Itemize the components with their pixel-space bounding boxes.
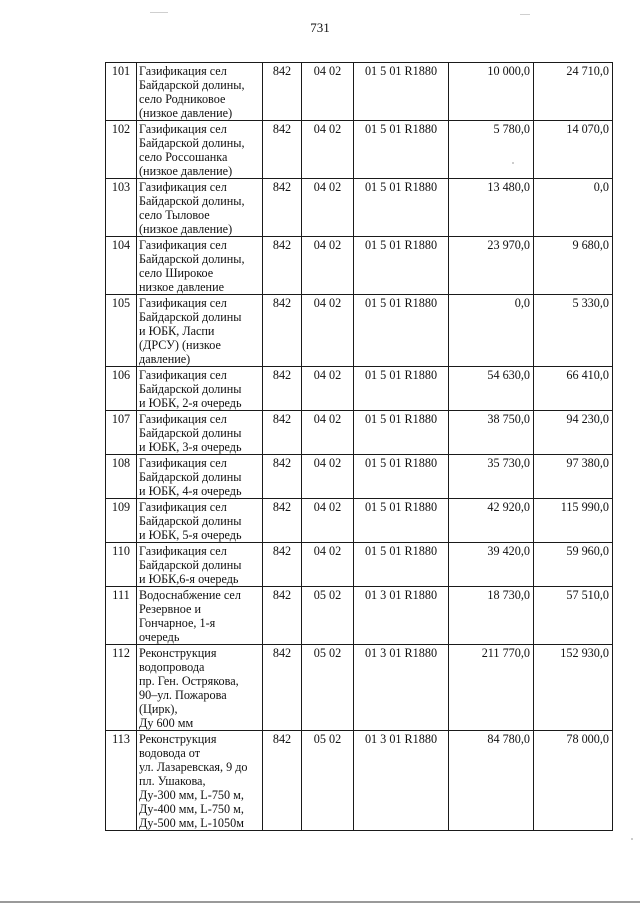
object-name-line: Байдарской долины, xyxy=(139,136,245,150)
object-name-line: Байдарской долины xyxy=(139,470,242,484)
object-name-cell xyxy=(137,645,263,731)
object-name-line: Резервное и xyxy=(139,602,201,616)
row-number-cell: 106 xyxy=(106,367,137,411)
section-code-cell: 04 02 xyxy=(302,295,354,367)
target-article-cell: 01 3 01 R1880 xyxy=(354,731,449,831)
object-name-cell xyxy=(137,499,263,543)
object-name-line: водовода от xyxy=(139,746,201,760)
section-code-cell: 04 02 xyxy=(302,121,354,179)
object-name-line: Газификация сел xyxy=(139,456,227,470)
object-name-line: (низкое давление) xyxy=(139,106,233,120)
object-name-line: и ЮБК, 3-я очередь xyxy=(139,440,242,454)
object-name-line: Газификация сел xyxy=(139,238,227,252)
object-name-line: Байдарской долины xyxy=(139,426,242,440)
amount-first-cell: 23 970,0 xyxy=(449,237,534,295)
object-name-cell xyxy=(137,179,263,237)
target-article-cell: 01 5 01 R1880 xyxy=(354,237,449,295)
ministry-code-cell: 842 xyxy=(263,121,302,179)
object-name-line: и ЮБК, 4-я очередь xyxy=(139,484,242,498)
object-name-line: низкое давление xyxy=(139,280,225,294)
amount-second-cell: 59 960,0 xyxy=(534,543,613,587)
row-number-cell: 101 xyxy=(106,63,137,121)
table-row xyxy=(106,121,613,179)
ministry-code-cell: 842 xyxy=(263,645,302,731)
target-article-cell: 01 5 01 R1880 xyxy=(354,295,449,367)
object-name-line: Реконструкция xyxy=(139,646,217,660)
object-name-line: село Широкое xyxy=(139,266,214,280)
amount-first-cell: 10 000,0 xyxy=(449,63,534,121)
object-name-line: село Тыловое xyxy=(139,208,210,222)
amount-first-cell: 38 750,0 xyxy=(449,411,534,455)
ministry-code-cell: 842 xyxy=(263,367,302,411)
object-name-cell xyxy=(137,543,263,587)
section-code-cell: 05 02 xyxy=(302,587,354,645)
row-number-cell: 104 xyxy=(106,237,137,295)
table-row xyxy=(106,499,613,543)
object-name-line: Газификация сел xyxy=(139,544,227,558)
object-name-line: Газификация сел xyxy=(139,500,227,514)
amount-first-cell: 0,0 xyxy=(449,295,534,367)
target-article-cell: 01 5 01 R1880 xyxy=(354,411,449,455)
amount-first-cell: 54 630,0 xyxy=(449,367,534,411)
table-row xyxy=(106,63,613,121)
object-name-line: село Россошанка xyxy=(139,150,228,164)
object-name-line: (низкое давление) xyxy=(139,222,233,236)
object-name-line: Байдарской долины, xyxy=(139,194,245,208)
object-name-line: давление) xyxy=(139,352,191,366)
table-row xyxy=(106,295,613,367)
target-article-cell: 01 5 01 R1880 xyxy=(354,63,449,121)
target-article-cell: 01 5 01 R1880 xyxy=(354,455,449,499)
amount-first-cell: 39 420,0 xyxy=(449,543,534,587)
table-row xyxy=(106,455,613,499)
object-name-line: водопровода xyxy=(139,660,205,674)
table-body xyxy=(106,63,613,831)
object-name-line: (низкое давление) xyxy=(139,164,233,178)
section-code-cell: 05 02 xyxy=(302,645,354,731)
amount-first-cell: 13 480,0 xyxy=(449,179,534,237)
object-name-line: село Родниковое xyxy=(139,92,226,106)
object-name-line: и ЮБК, 5-я очередь xyxy=(139,528,242,542)
object-name-line: Байдарской долины xyxy=(139,382,242,396)
object-name-line: Газификация сел xyxy=(139,64,227,78)
ministry-code-cell: 842 xyxy=(263,455,302,499)
target-article-cell: 01 5 01 R1880 xyxy=(354,499,449,543)
amount-first-cell: 35 730,0 xyxy=(449,455,534,499)
ministry-code-cell: 842 xyxy=(263,543,302,587)
row-number-cell: 113 xyxy=(106,731,137,831)
ministry-code-cell: 842 xyxy=(263,411,302,455)
row-number-cell: 108 xyxy=(106,455,137,499)
amount-first-cell: 5 780,0 xyxy=(449,121,534,179)
object-name-line: Байдарской долины xyxy=(139,514,242,528)
section-code-cell: 04 02 xyxy=(302,499,354,543)
object-name-line: ул. Лазаревская, 9 до xyxy=(139,760,248,774)
object-name-line: Газификация сел xyxy=(139,122,227,136)
row-number-cell: 102 xyxy=(106,121,137,179)
object-name-line: Водоснабжение сел xyxy=(139,588,241,602)
amount-second-cell: 0,0 xyxy=(534,179,613,237)
table-row xyxy=(106,237,613,295)
section-code-cell: 04 02 xyxy=(302,63,354,121)
object-name-line: Газификация сел xyxy=(139,412,227,426)
ministry-code-cell: 842 xyxy=(263,499,302,543)
table-row xyxy=(106,645,613,731)
scan-bottom-edge xyxy=(0,901,640,903)
amount-second-cell: 94 230,0 xyxy=(534,411,613,455)
object-name-line: (ДРСУ) (низкое xyxy=(139,338,221,352)
amount-second-cell: 115 990,0 xyxy=(534,499,613,543)
target-article-cell: 01 5 01 R1880 xyxy=(354,179,449,237)
object-name-line: Ду-500 мм, L-1050м xyxy=(139,816,244,830)
target-article-cell: 01 3 01 R1880 xyxy=(354,645,449,731)
row-number-cell: 111 xyxy=(106,587,137,645)
amount-second-cell: 66 410,0 xyxy=(534,367,613,411)
scan-artifact xyxy=(631,838,633,840)
row-number-cell: 107 xyxy=(106,411,137,455)
ministry-code-cell: 842 xyxy=(263,63,302,121)
object-name-cell xyxy=(137,367,263,411)
object-name-line: Ду-300 мм, L-750 м, xyxy=(139,788,244,802)
section-code-cell: 04 02 xyxy=(302,367,354,411)
row-number-cell: 105 xyxy=(106,295,137,367)
section-code-cell: 05 02 xyxy=(302,731,354,831)
object-name-line: и ЮБК,6-я очередь xyxy=(139,572,239,586)
amount-second-cell: 57 510,0 xyxy=(534,587,613,645)
object-name-cell xyxy=(137,587,263,645)
object-name-line: пл. Ушакова, xyxy=(139,774,206,788)
amount-first-cell: 42 920,0 xyxy=(449,499,534,543)
object-name-line: пр. Ген. Острякова, xyxy=(139,674,239,688)
scan-artifact xyxy=(150,12,168,13)
ministry-code-cell: 842 xyxy=(263,731,302,831)
target-article-cell: 01 3 01 R1880 xyxy=(354,587,449,645)
object-name-line: Газификация сел xyxy=(139,368,227,382)
object-name-line: Гончарное, 1-я xyxy=(139,616,216,630)
target-article-cell: 01 5 01 R1880 xyxy=(354,121,449,179)
object-name-line: и ЮБК, Ласпи xyxy=(139,324,215,338)
object-name-line: Реконструкция xyxy=(139,732,217,746)
object-name-line: Газификация сел xyxy=(139,180,227,194)
object-name-line: Байдарской долины, xyxy=(139,252,245,266)
object-name-cell xyxy=(137,295,263,367)
section-code-cell: 04 02 xyxy=(302,543,354,587)
ministry-code-cell: 842 xyxy=(263,587,302,645)
section-code-cell: 04 02 xyxy=(302,179,354,237)
object-name-cell xyxy=(137,63,263,121)
table-row xyxy=(106,179,613,237)
object-name-line: очередь xyxy=(139,630,180,644)
object-name-line: Байдарской долины xyxy=(139,558,242,572)
object-name-line: 90–ул. Пожарова xyxy=(139,688,227,702)
section-code-cell: 04 02 xyxy=(302,455,354,499)
amount-first-cell: 18 730,0 xyxy=(449,587,534,645)
object-name-line: Ду-400 мм, L-750 м, xyxy=(139,802,244,816)
row-number-cell: 112 xyxy=(106,645,137,731)
amount-first-cell: 211 770,0 xyxy=(449,645,534,731)
object-name-cell xyxy=(137,411,263,455)
scan-artifact xyxy=(520,14,530,15)
row-number-cell: 110 xyxy=(106,543,137,587)
target-article-cell: 01 5 01 R1880 xyxy=(354,367,449,411)
table-row xyxy=(106,543,613,587)
section-code-cell: 04 02 xyxy=(302,237,354,295)
object-name-line: (Цирк), xyxy=(139,702,178,716)
budget-table xyxy=(105,62,613,831)
object-name-line: Ду 600 мм xyxy=(139,716,194,730)
amount-second-cell: 152 930,0 xyxy=(534,645,613,731)
amount-second-cell: 97 380,0 xyxy=(534,455,613,499)
table-row xyxy=(106,587,613,645)
object-name-cell xyxy=(137,731,263,831)
budget-table-container xyxy=(105,62,612,831)
amount-first-cell: 84 780,0 xyxy=(449,731,534,831)
amount-second-cell: 9 680,0 xyxy=(534,237,613,295)
target-article-cell: 01 5 01 R1880 xyxy=(354,543,449,587)
table-row xyxy=(106,367,613,411)
ministry-code-cell: 842 xyxy=(263,295,302,367)
page-number: 731 xyxy=(310,20,330,35)
object-name-cell xyxy=(137,121,263,179)
object-name-line: и ЮБК, 2-я очередь xyxy=(139,396,242,410)
ministry-code-cell: 842 xyxy=(263,237,302,295)
table-row xyxy=(106,731,613,831)
section-code-cell: 04 02 xyxy=(302,411,354,455)
object-name-line: Байдарской долины, xyxy=(139,78,245,92)
object-name-cell xyxy=(137,237,263,295)
amount-second-cell: 24 710,0 xyxy=(534,63,613,121)
row-number-cell: 109 xyxy=(106,499,137,543)
object-name-cell xyxy=(137,455,263,499)
ministry-code-cell: 842 xyxy=(263,179,302,237)
amount-second-cell: 78 000,0 xyxy=(534,731,613,831)
amount-second-cell: 5 330,0 xyxy=(534,295,613,367)
table-row xyxy=(106,411,613,455)
object-name-line: Газификация сел xyxy=(139,296,227,310)
amount-second-cell: 14 070,0 xyxy=(534,121,613,179)
object-name-line: Байдарской долины xyxy=(139,310,242,324)
row-number-cell: 103 xyxy=(106,179,137,237)
